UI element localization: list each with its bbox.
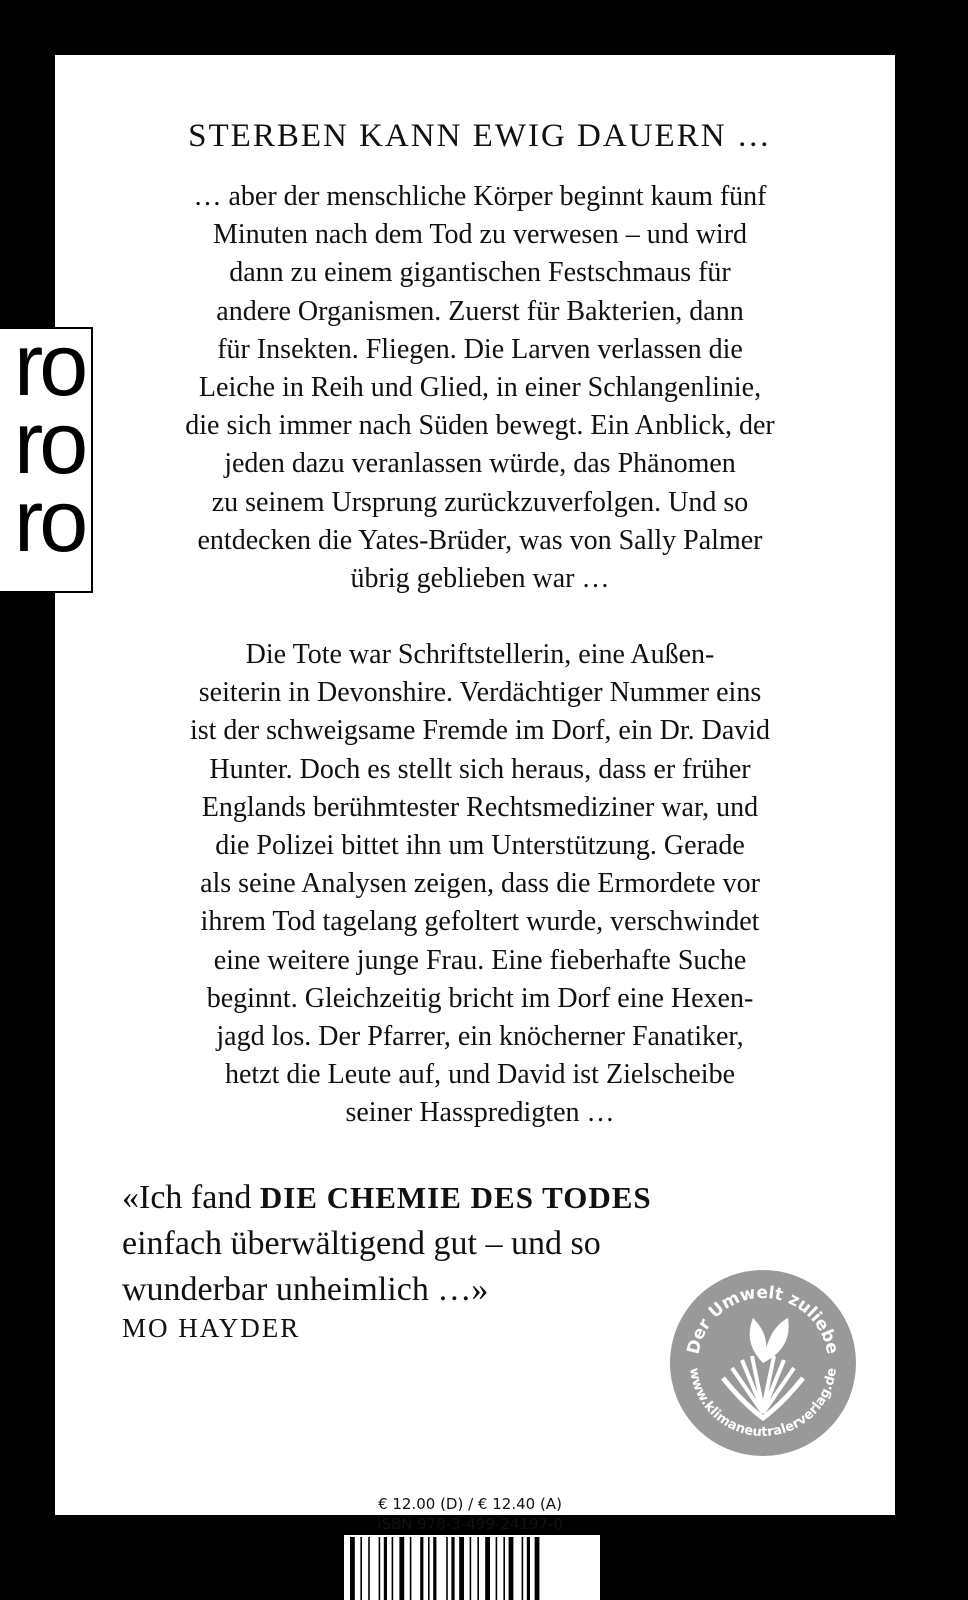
blurb-line: andere Organismen. Zuerst für Bakterien, dann <box>216 295 744 327</box>
review-quote <box>122 1175 652 1313</box>
barcode-bar <box>392 1537 394 1600</box>
barcode-bar <box>384 1537 387 1600</box>
blurb-line: Leiche in Reih und Glied, in einer Schlangenlinie, <box>198 372 762 404</box>
barcode-bar <box>379 1537 381 1600</box>
barcode-bar <box>527 1537 530 1600</box>
barcode-bar <box>477 1537 479 1600</box>
barcode-bar <box>410 1537 412 1600</box>
blurb-line: übrig geblieben war … <box>350 563 610 595</box>
blurb-line: entdecken die Yates-Brüder, was von Sally Palmer <box>197 524 763 556</box>
barcode-bar <box>350 1537 355 1600</box>
blurb-line: jeden dazu veranlassen würde, das Phänomen <box>224 448 736 480</box>
barcode-bar <box>459 1537 464 1600</box>
blurb-line: eine weitere junge Frau. Eine fieberhafte Suche <box>213 944 747 976</box>
blurb-line: für Insekten. Fliegen. Die Larven verlassen die <box>217 333 743 365</box>
quote-line: wunderbar unheimlich …» <box>122 1271 489 1308</box>
svg-text:Der Umwelt zuliebe: Der Umwelt zuliebe <box>683 1282 843 1356</box>
blurb-line: die Polizei bittet ihn um Unterstützung. Gerade <box>215 830 745 862</box>
barcode-bar <box>509 1537 514 1600</box>
barcode-bar <box>446 1537 448 1600</box>
logo-ro-1: ro <box>14 315 85 414</box>
barcode <box>344 1535 600 1600</box>
blurb-line: Hunter. Doch es stellt sich heraus, dass er früher <box>209 753 751 785</box>
logo-ro-2: ro <box>14 393 85 492</box>
logo-ro-3: ro <box>14 471 85 570</box>
blurb-paragraph-1 <box>80 178 880 598</box>
blurb-paragraph-2 <box>80 636 880 1133</box>
barcode-bar <box>470 1537 472 1600</box>
barcode-bar <box>433 1537 436 1600</box>
barcode-bar <box>399 1537 404 1600</box>
blurb-line: die sich immer nach Süden bewegt. Ein Anblick, der <box>185 410 775 442</box>
barcode-bar <box>420 1537 423 1600</box>
quoted-book-title: DIE CHEMIE DES TODES <box>259 1180 652 1215</box>
quote-author: MO HAYDER <box>122 1313 301 1343</box>
isbn-label: ISBN 978-3-499-24197-0 <box>377 1515 563 1533</box>
barcode-bar <box>428 1537 430 1600</box>
barcode-bar <box>503 1537 505 1600</box>
barcode-bar <box>496 1537 498 1600</box>
barcode-bar <box>360 1537 362 1600</box>
barcode-bar <box>451 1537 454 1600</box>
blurb-line: seiner Hasspredigten … <box>345 1097 615 1129</box>
price-label: € 12.00 (D) / € 12.40 (A) <box>378 1495 562 1513</box>
price-isbn-block <box>340 1494 600 1534</box>
blurb-line: zu seinem Ursprung zurückzuverfolgen. Und so <box>211 486 749 518</box>
blurb-line: beginnt. Gleichzeitig bricht im Dorf eine Hexen- <box>206 982 754 1014</box>
blurb-line: als seine Analysen zeigen, dass die Ermordete vor <box>200 868 760 900</box>
blurb-line: hetzt die Leute auf, und David ist Zielscheibe <box>224 1059 736 1091</box>
blurb-line: Englands berühmtester Rechtsmediziner war, und <box>201 791 759 823</box>
quote-line: einfach überwältigend gut – und so <box>122 1225 601 1262</box>
blurb-line: ist der schweigsame Fremde im Dorf, ein Dr. David <box>189 715 771 747</box>
blurb-line: ihrem Tod tagelang gefoltert wurde, verschwindet <box>200 906 760 938</box>
barcode-bar <box>368 1537 370 1600</box>
barcode-bar <box>485 1537 490 1600</box>
svg-text:www.klimaneutralerverlag.de: www.klimaneutralerverlag.de <box>686 1366 840 1441</box>
blurb-line: Minuten nach dem Tod zu verwesen – und wird <box>212 219 748 251</box>
barcode-bar <box>522 1537 524 1600</box>
blurb-line: seiterin in Devonshire. Verdächtiger Nummer eins <box>198 677 762 709</box>
blurb-heading: STERBEN KANN EWIG DAUERN … <box>188 118 772 154</box>
blurb-line: Die Tote war Schriftstellerin, eine Außen- <box>245 639 715 670</box>
blurb-line: jagd los. Der Pfarrer, ein knöcherner Fanatiker, <box>216 1021 744 1053</box>
quote-prefix: «Ich fand <box>122 1179 260 1216</box>
climate-neutral-seal <box>668 1268 858 1458</box>
blurb-line: … aber der menschliche Körper beginnt kaum fünf <box>193 181 767 212</box>
blurb-line: dann zu einem gigantischen Festschmaus für <box>229 257 731 289</box>
barcode-bar <box>535 1537 540 1600</box>
